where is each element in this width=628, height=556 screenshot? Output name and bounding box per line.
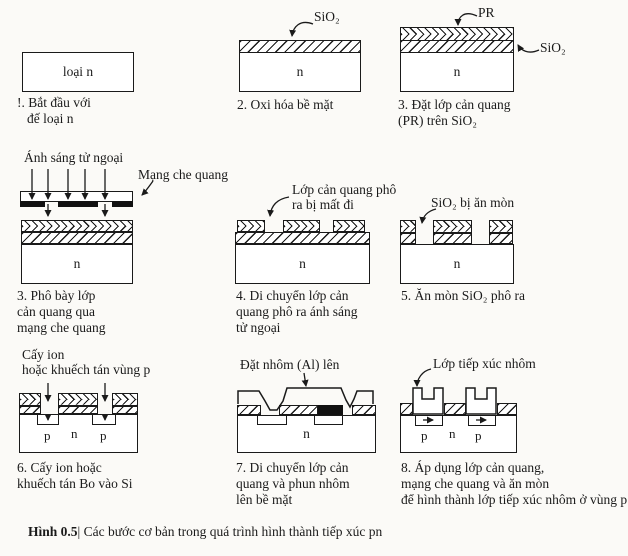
sio2-etched-note: SiO₂ bị ăn mòn <box>431 195 515 210</box>
caption-step6 <box>17 460 132 492</box>
p-well <box>92 414 116 425</box>
al-contact-note: Lớp tiếp xúc nhôm <box>433 356 536 371</box>
uv-light-label: Ánh sáng tử ngoại <box>24 150 124 165</box>
pr-segment <box>433 220 472 233</box>
al-contact-right <box>466 388 496 414</box>
caption-line: lên bề mặt <box>236 492 293 507</box>
note-line: Cấy ion <box>22 347 65 362</box>
sio2-label-step2: SiO₂ <box>314 9 340 24</box>
sio2-layer-step4 <box>235 232 370 244</box>
p-well <box>314 415 343 425</box>
substrate-step3 <box>400 52 514 92</box>
al-filled-contact <box>318 405 343 415</box>
caption-line: 8. Áp dụng lớp cản quang, <box>401 460 545 475</box>
mask-opaque-segment <box>20 201 45 207</box>
resist-removed-pointer-arrow <box>270 197 289 216</box>
caption-step7 <box>236 460 350 508</box>
implant-note <box>22 347 150 377</box>
pr-segment <box>400 220 416 233</box>
figure-caption <box>28 524 382 540</box>
caption-line: khuếch tán Bo vào Si <box>17 476 133 491</box>
sio2-segment <box>279 405 318 415</box>
caption-line: cản quang qua <box>17 304 95 319</box>
al-contact-pointer-arrow <box>417 369 431 386</box>
substrate-step4 <box>235 244 370 284</box>
p-region-label: p <box>475 428 482 443</box>
sio2-pointer-arrow <box>292 22 313 36</box>
mask-opaque-segment <box>112 201 133 207</box>
n-region-label: n <box>449 426 456 441</box>
note-line: Lớp cản quang phô <box>292 182 397 197</box>
substrate-step5 <box>400 244 514 284</box>
note-line: ra bị mất đi <box>292 197 354 212</box>
sio2-segment <box>19 406 41 414</box>
figure-caption-text: | Các bước cơ bản trong quá trình hình thành tiếp xúc pn <box>77 524 383 539</box>
sio2-segment <box>237 405 261 415</box>
caption-line: 7. Di chuyển lớp cản <box>236 460 349 475</box>
sio2-segment <box>497 403 517 415</box>
caption-line: 3. Phô bày lớp <box>17 288 96 303</box>
sio2-segment <box>489 233 513 244</box>
p-region-label: p <box>100 428 107 443</box>
sio2-segment <box>400 233 416 244</box>
sio2-segment <box>112 406 138 414</box>
caption-step5 <box>401 288 525 304</box>
caption-step3b <box>17 288 105 336</box>
pr-segment <box>489 220 513 233</box>
sio2-side-pointer-arrow <box>518 45 539 52</box>
substrate-label: n <box>453 256 461 271</box>
pr-layer-step3 <box>400 27 514 41</box>
caption-line: 6. Cấy ion hoặc <box>17 460 102 475</box>
substrate-label: n <box>299 256 306 271</box>
caption-line: đế loại n <box>27 111 74 126</box>
pr-segment <box>333 220 365 232</box>
pr-segment <box>237 220 265 232</box>
substrate-label: n <box>453 64 461 79</box>
substrate-label: n <box>73 256 81 271</box>
sio2-layer-step3b <box>21 232 133 244</box>
sio2-segment <box>444 403 466 415</box>
caption-line: quang phô ra ánh sáng <box>236 304 358 319</box>
caption-line: 3. Đặt lớp cản quang <box>398 97 511 112</box>
caption-line: 2. Oxi hóa bề mặt <box>237 97 334 112</box>
al-deposit-note: Đặt nhôm (Al) lên <box>240 357 340 372</box>
substrate-label: loại n <box>62 64 94 79</box>
caption-line: 5. Ăn mòn SiO₂ phô ra <box>401 288 525 303</box>
p-region-label: p <box>421 428 428 443</box>
pr-segment <box>283 220 320 232</box>
mask-pointer-arrow <box>142 181 153 195</box>
figure-number: Hình 0.5 <box>28 524 78 539</box>
p-well <box>468 415 496 426</box>
caption-step8 <box>401 460 627 508</box>
caption-line: để hình thành lớp tiếp xúc nhôm ở vùng p <box>401 492 628 507</box>
p-region-label: p <box>44 428 51 443</box>
caption-line: quang và phun nhôm <box>236 476 350 491</box>
substrate-label: n <box>296 64 304 79</box>
caption-line: mạng che quang <box>17 320 106 335</box>
pr-pointer-arrow <box>458 14 477 25</box>
sio2-segment <box>352 405 376 415</box>
pr-layer-step3b <box>21 220 133 232</box>
note-line: hoặc khuếch tán vùng p <box>22 362 151 377</box>
photomask-label: Mạng che quang <box>138 167 228 182</box>
caption-step2 <box>237 97 333 113</box>
n-region-label: n <box>71 426 78 441</box>
p-well <box>257 415 287 425</box>
p-well <box>415 415 443 426</box>
caption-step1 <box>17 95 91 127</box>
resist-removed-note <box>292 182 396 212</box>
sio2-segment <box>58 406 98 414</box>
mask-opaque-segment <box>58 201 98 207</box>
pr-segment <box>58 393 98 406</box>
pr-label-step3: PR <box>478 5 495 20</box>
pr-segment <box>112 393 138 406</box>
substrate-step3b <box>21 244 133 284</box>
caption-line: 4. Di chuyển lớp cản <box>236 288 349 303</box>
sio2-segment <box>433 233 472 244</box>
p-well <box>37 414 59 425</box>
sio2-segment <box>400 403 413 415</box>
caption-line: !. Bắt đầu với <box>17 95 91 110</box>
al-contact-left <box>413 388 443 414</box>
caption-step4 <box>236 288 357 336</box>
pr-segment <box>19 393 41 406</box>
sio2-label-step3: SiO₂ <box>540 40 566 55</box>
al-deposit-arrow <box>304 373 306 386</box>
substrate-step2 <box>239 52 361 92</box>
caption-line: (PR) trên SiO₂ <box>398 113 477 128</box>
caption-line: mạng che quang và ăn mòn <box>401 476 550 491</box>
caption-step3 <box>398 97 510 129</box>
substrate-label: n <box>303 426 310 441</box>
caption-line: tử ngoại <box>236 320 281 335</box>
substrate-step1 <box>22 52 134 92</box>
